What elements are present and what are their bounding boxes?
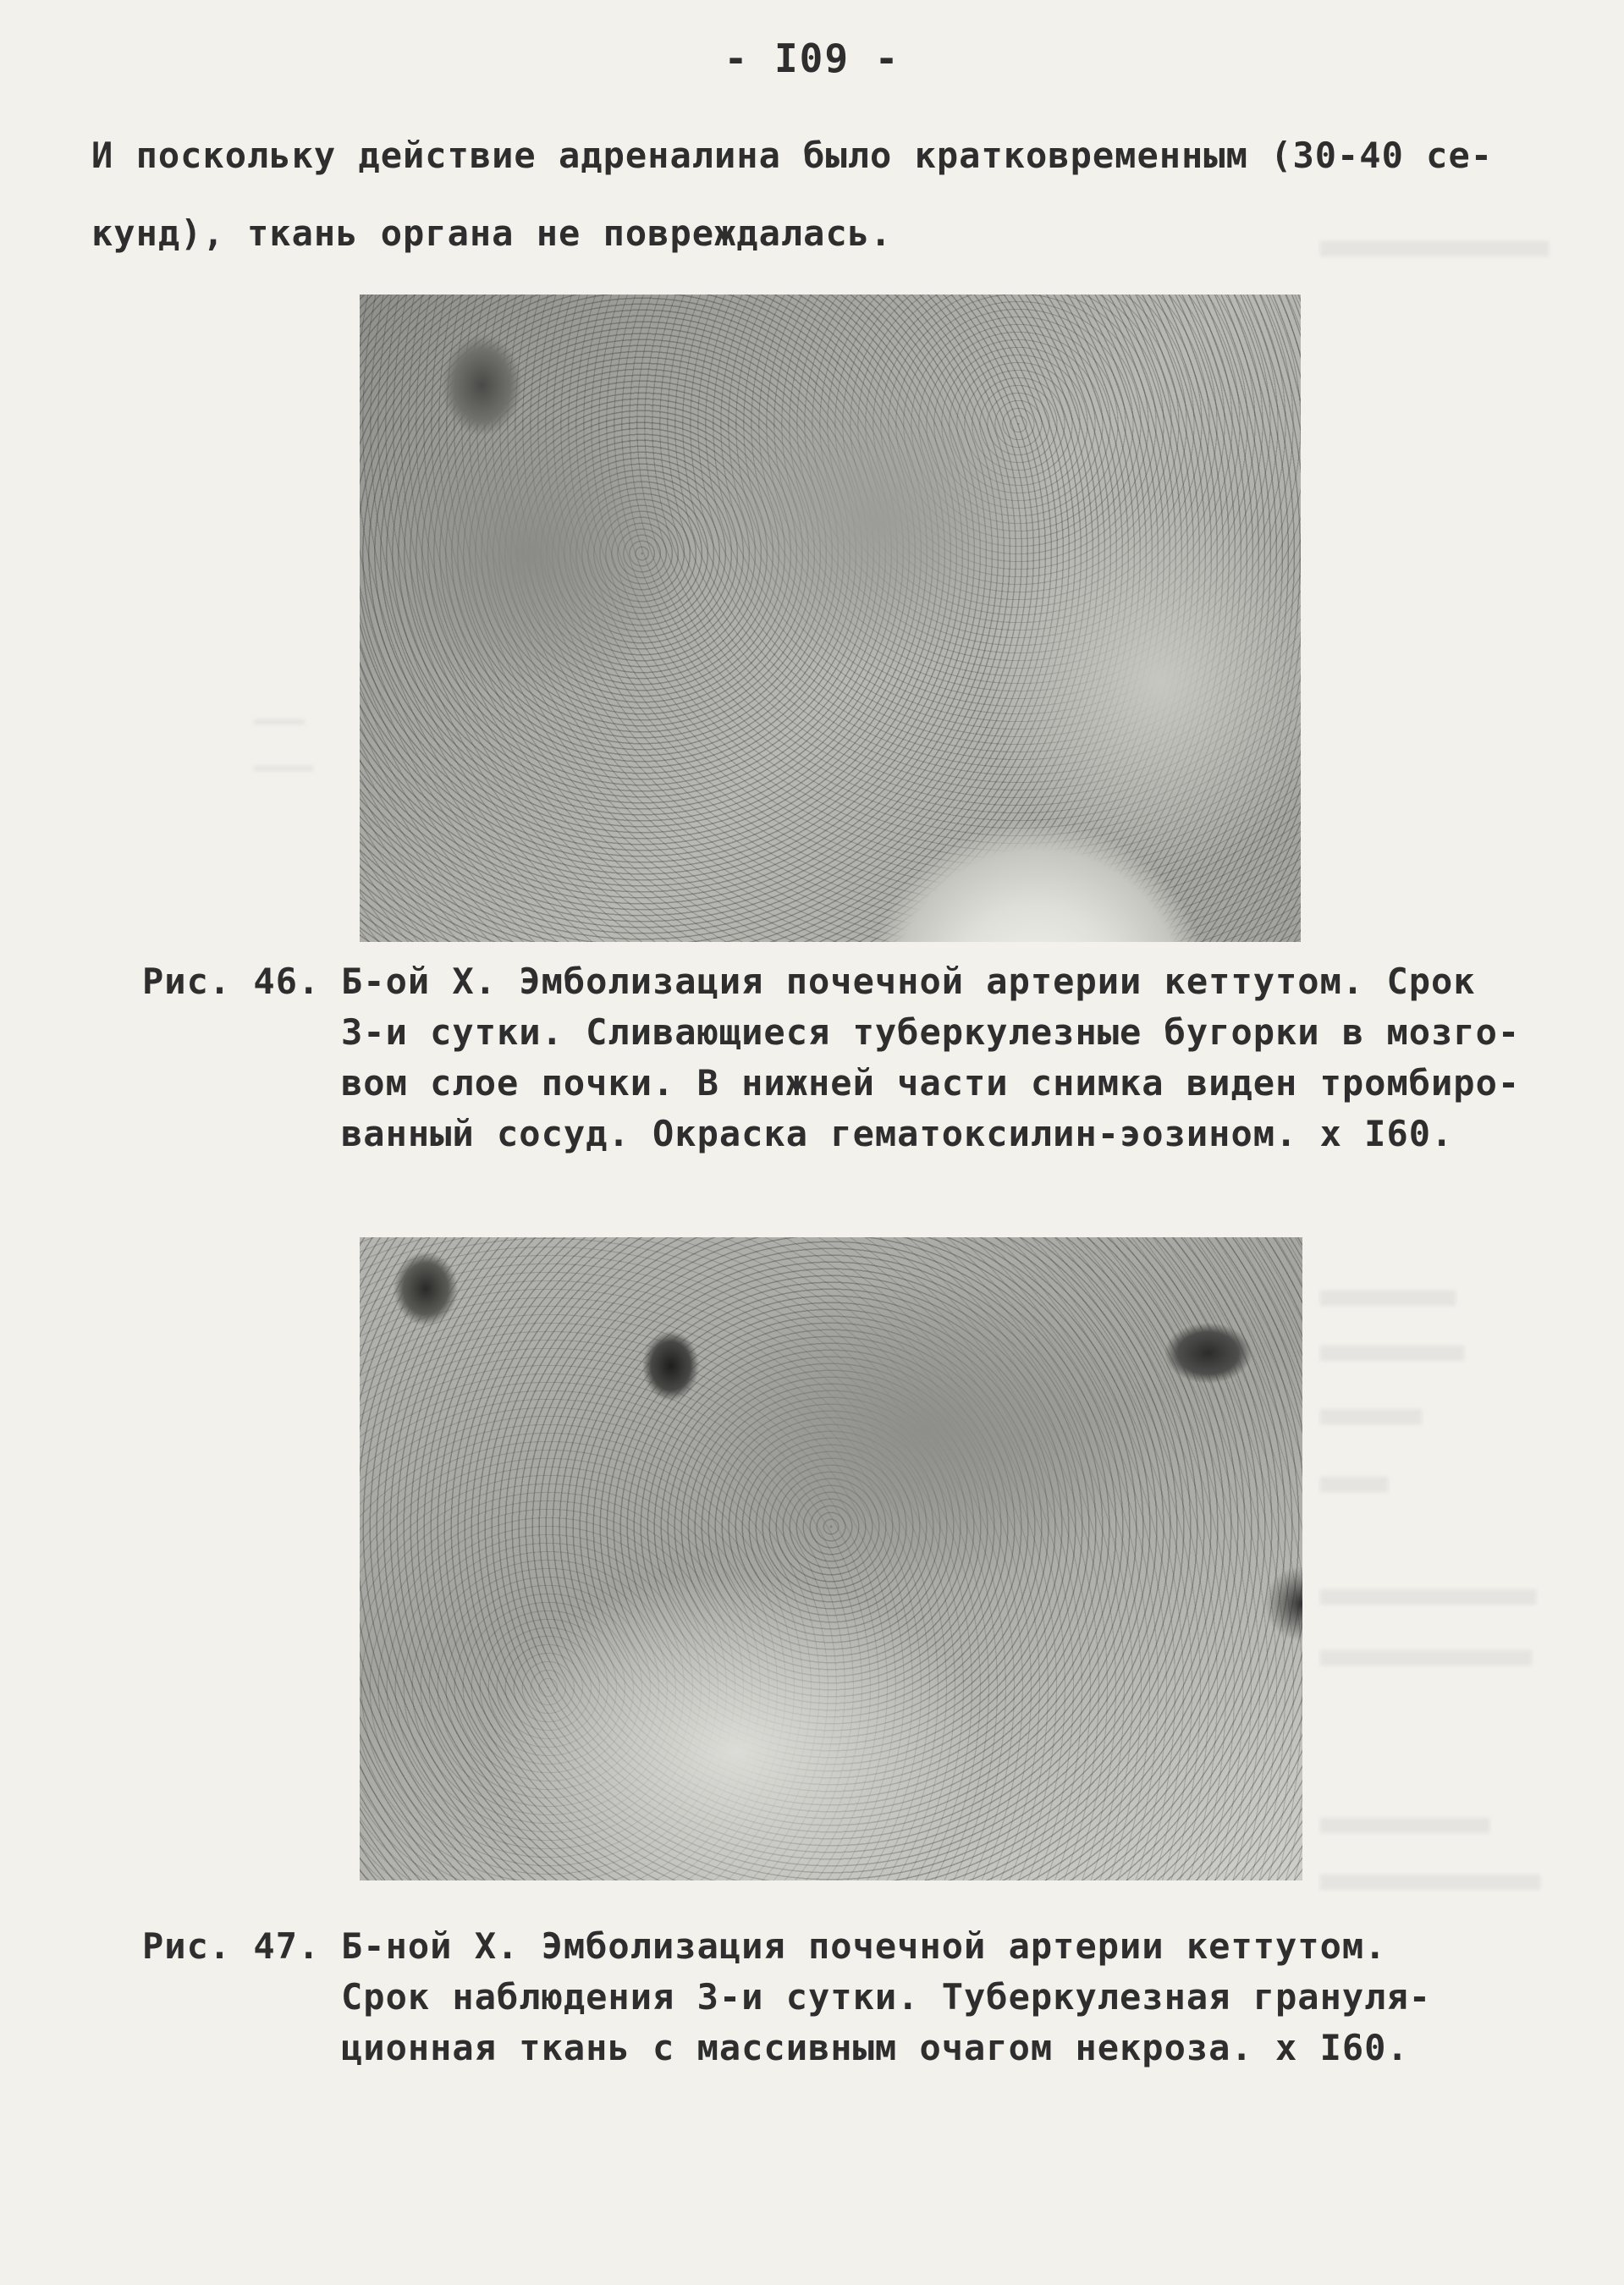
paragraph-line: кунд), ткань органа не повреждалась. (91, 212, 893, 254)
figure-label: Рис. 47. (142, 1925, 321, 1967)
bleed-through-mark (1320, 1291, 1456, 1306)
caption-line: Б-ой Х. Эмболизация почечной артерии кеттутом. Срок (341, 961, 1476, 1002)
bleed-through-mark (1320, 1346, 1464, 1361)
micrograph-figure-47 (360, 1237, 1302, 1880)
bleed-through-mark (1320, 1409, 1422, 1424)
bleed-through-mark (1320, 1875, 1540, 1890)
micrograph-figure-46 (360, 295, 1301, 942)
caption-line: Б-ной Х. Эмболизация почечной артерии кеттутом. (341, 1925, 1387, 1967)
caption-line: Срок наблюдения 3-и сутки. Туберкулезная грануля- (341, 1976, 1432, 2018)
bleed-through-mark (1320, 1650, 1532, 1666)
caption-line: вом слое почки. В нижней части снимка виден тромбиро- (341, 1062, 1521, 1104)
figure-47-caption (142, 1921, 1431, 2073)
figure-label: Рис. 46. (142, 961, 321, 1002)
caption-line: ционная ткань с массивным очагом некроза. х I60. (341, 2027, 1409, 2068)
caption-line: ванный сосуд. Окраска гематоксилин-эозином. х I60. (341, 1113, 1454, 1154)
bleed-through-mark (1320, 1589, 1536, 1605)
body-paragraph (91, 117, 1530, 273)
paragraph-line: И поскольку действие адреналина было кратковременным (30-40 се- (91, 135, 1494, 176)
figure-46-caption (142, 956, 1520, 1159)
bleed-through-mark (1320, 1818, 1489, 1833)
bleed-through-mark (254, 719, 305, 724)
caption-line: 3-и сутки. Сливающиеся туберкулезные бугорки в мозго- (341, 1011, 1521, 1053)
page-number: - I09 - (724, 36, 900, 81)
bleed-through-mark (254, 766, 313, 771)
bleed-through-mark (1320, 1477, 1388, 1492)
